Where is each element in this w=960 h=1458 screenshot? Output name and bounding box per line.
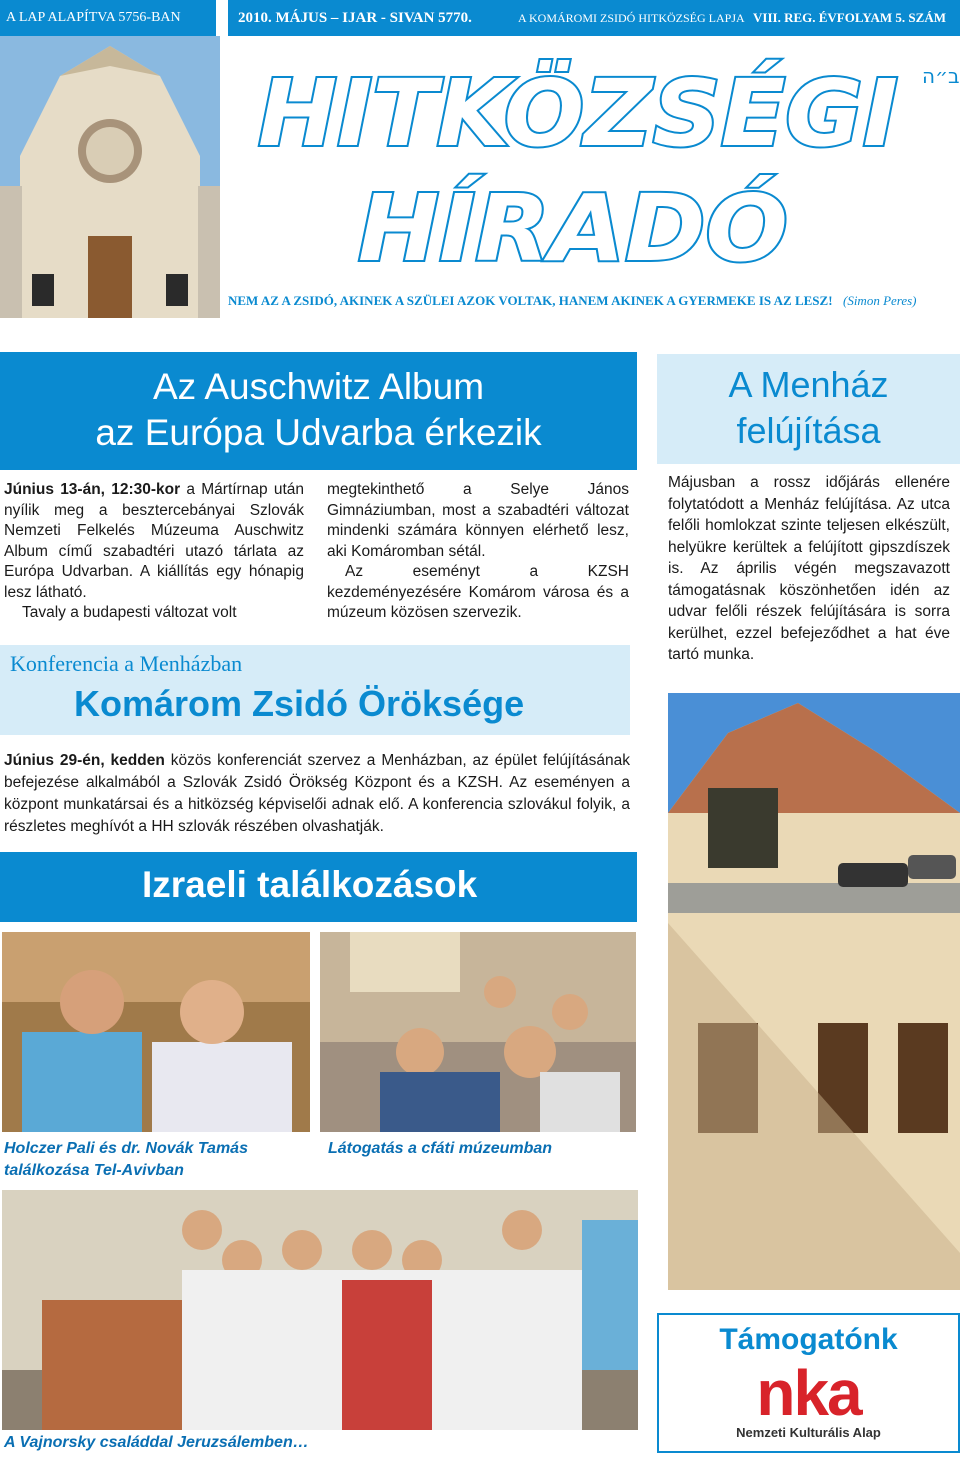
auschwitz-col2-p1: megtekinthető a Selye János Gimnáziumban, most a szabadtéri változat mindenki számára könnyen elérhető lesz, aki Komáromban sétál. bbox=[327, 481, 629, 560]
paper-subtitle: A KOMÁROMI ZSIDÓ HITKÖZSÉG LAPJA bbox=[518, 11, 745, 25]
nka-logo-subtitle: Nemzeti Kulturális Alap bbox=[736, 1425, 881, 1440]
nka-logo bbox=[659, 1357, 958, 1429]
motto-text: NEM AZ A ZSIDÓ, AKINEK A SZÜLEI AZOK VOLTAK, HANEM AKINEK A GYERMEKE IS AZ LESZ! bbox=[228, 293, 833, 308]
volume-info: VIII. REG. ÉVFOLYAM 5. SZÁM bbox=[753, 10, 946, 25]
caption-cfat-museum: Látogatás a cfáti múzeumban bbox=[328, 1140, 553, 1157]
menhaz-text: Májusban a rossz időjárás ellenére folytatódott a Menház felújítása. Az utca felőli homlokzat szinte teljesen elkészült, helyükre kerültek a felújított gipszdíszek is. Az április végén megszavazott támogatásnak köszönhetően idén az udvar felőli részek felújítására is sorra kerülhet, ezzel befejeződhet a hat éve tartó munka. bbox=[668, 474, 950, 663]
founded-text: A LAP ALAPÍTVA 5756-BAN bbox=[6, 10, 181, 25]
auschwitz-column-2 bbox=[327, 480, 629, 624]
auschwitz-headline-box bbox=[0, 352, 637, 470]
motto-row bbox=[228, 292, 960, 322]
motto-author: (Simon Peres) bbox=[842, 293, 917, 308]
auschwitz-column-1: Június 13-án, 12:30-kor a Mártírnap után nyílik meg a besztercebányai Szlovák Nemzeti Felkelés Múzeuma Auschwitz Album című szabadtéri utazó tárlata az Európa Udvarban. A kiállítás egy hónapig lesz látható. Tavaly a budapesti változat volt bbox=[4, 480, 304, 624]
menhaz-headline-1: A Menház bbox=[728, 364, 889, 405]
photo-tel-aviv bbox=[2, 932, 310, 1132]
konferencia-box bbox=[0, 645, 630, 735]
photo-jerusalem bbox=[2, 1190, 638, 1430]
auschwitz-headline-2: az Európa Udvarba érkezik bbox=[95, 412, 542, 453]
issue-date: 2010. MÁJUS – IJAR - SIVAN 5770. bbox=[238, 10, 472, 26]
founded-bar bbox=[0, 0, 216, 36]
date-bar bbox=[228, 0, 960, 36]
auschwitz-headline-1: Az Auschwitz Album bbox=[152, 366, 485, 407]
title-line-1: HITKÖZSÉGI bbox=[258, 60, 882, 167]
synagogue-photo bbox=[0, 36, 220, 318]
menhaz-headline-2: felújítása bbox=[736, 410, 881, 451]
newspaper-title bbox=[228, 40, 918, 280]
title-line-2: HÍRADÓ bbox=[358, 175, 766, 280]
auschwitz-lead-date: Június 13-án, 12:30-kor bbox=[4, 481, 181, 498]
auschwitz-col2-p2: Az eseményt a KZSH kezdeményezésére Komárom városa és a múzeum közösen szervezik. bbox=[327, 563, 629, 621]
auschwitz-para-2: Tavaly a budapesti változat volt bbox=[22, 604, 237, 621]
konferencia-headline: Komárom Zsidó Öröksége bbox=[74, 683, 525, 724]
caption-jerusalem: A Vajnorsky családdal Jeruzsálemben… bbox=[4, 1434, 309, 1451]
caption-tel-aviv: Holczer Pali és dr. Novák Tamás találkozása Tel-Avivban bbox=[4, 1140, 248, 1179]
konferencia-kicker: Konferencia a Menházban bbox=[10, 651, 243, 676]
photo-cfat-museum bbox=[320, 932, 636, 1132]
konferencia-text: Június 29-én, kedden közös konferenciát szervez a Menházban, az épület felújításának befejezése alkalmából a Szlovák Zsidó Örökség Központ és a KZSH. Az eseményen a központ munkatársai és a hitközség képviselői adnak elő. A konferencia szlovákul folyik, a részletes meghívót a HH szlovák részében olvashatják. bbox=[4, 752, 630, 835]
izraeli-headline-box bbox=[0, 852, 637, 922]
sponsor-title: Támogatónk bbox=[719, 1323, 898, 1356]
izraeli-headline: Izraeli találkozások bbox=[142, 864, 478, 905]
menhaz-photo bbox=[668, 693, 960, 1290]
menhaz-headline-box bbox=[657, 354, 960, 464]
sponsor-box bbox=[657, 1313, 960, 1453]
hebrew-mark: ב״ה bbox=[922, 64, 960, 88]
nka-logo-text: nka bbox=[756, 1357, 861, 1429]
